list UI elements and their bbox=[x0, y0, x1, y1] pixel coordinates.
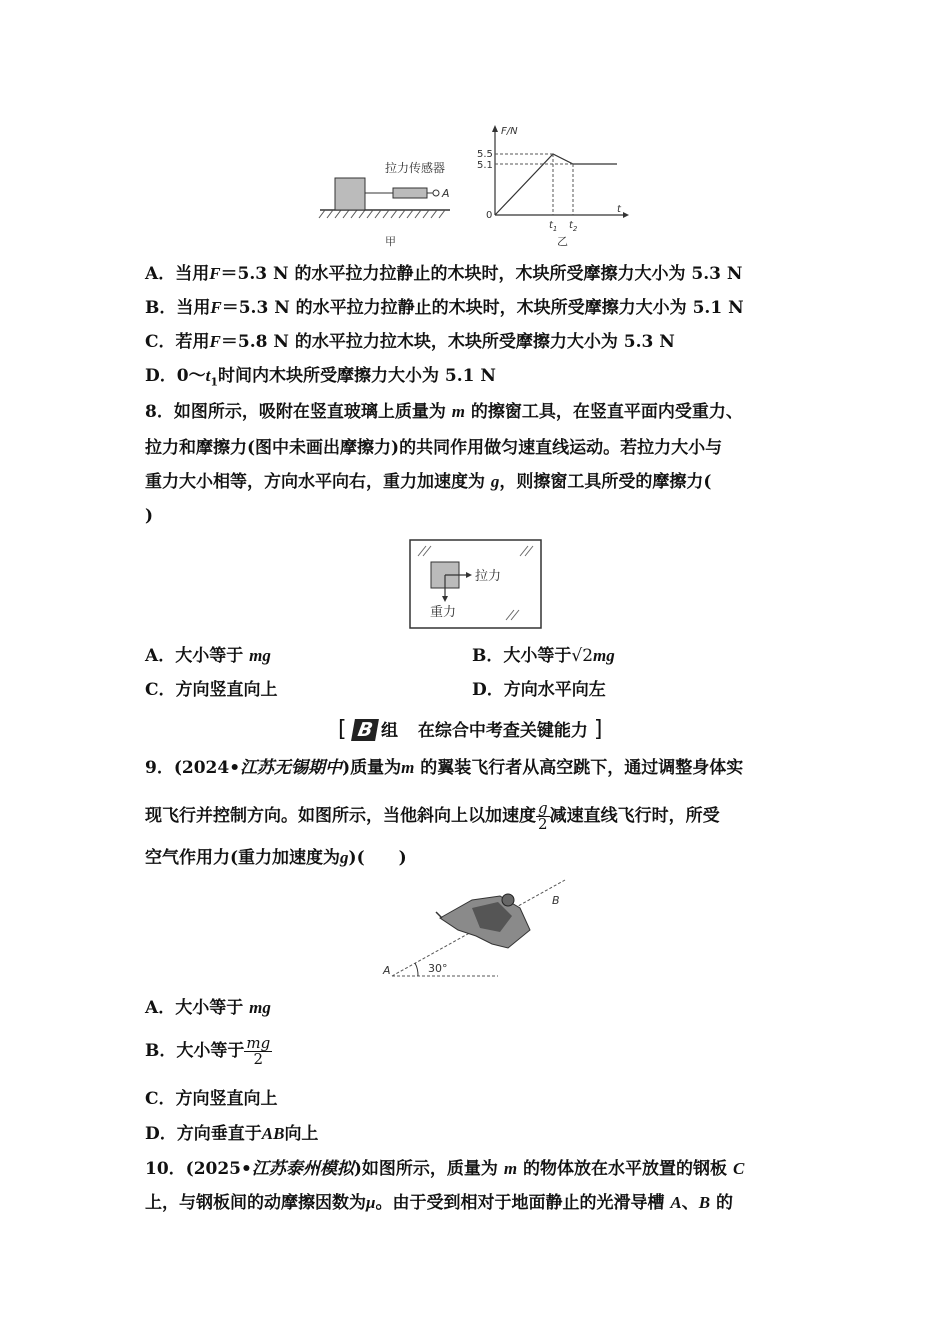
q7-option-d: D．$0\sim t_1$时间内木块所受摩擦力大小为 5.1 N bbox=[145, 366, 496, 389]
svg-text:B: B bbox=[552, 894, 560, 907]
q8-stem-line1: 8．如图所示，吸附在竖直玻璃上质量为 m 的擦窗工具，在竖直平面内受重力、 bbox=[145, 402, 743, 422]
figure-q9 bbox=[380, 878, 580, 984]
svg-text:5.1: 5.1 bbox=[477, 160, 493, 171]
q7-option-c: C．若用F＝5.8 N 的水平拉力拉木块，木块所受摩擦力大小为 5.3 N bbox=[145, 332, 675, 352]
q9-option-a: A．大小等于 mg bbox=[145, 998, 271, 1018]
q9-option-c: C．方向竖直向上 bbox=[145, 1089, 278, 1109]
force-sensor bbox=[393, 188, 427, 198]
svg-text:t2: $t_2$ bbox=[569, 220, 578, 233]
svg-text:t1: $t_1$ bbox=[549, 220, 558, 233]
figure-yi bbox=[477, 125, 629, 248]
svg-text:0: 0 bbox=[486, 210, 493, 221]
svg-text:t: t bbox=[617, 204, 621, 215]
q8-option-b: B．大小等于√2mg bbox=[472, 646, 615, 666]
section-b-header: [ B 组 在综合中考查关键能力 ] bbox=[338, 717, 603, 742]
figure-q7 bbox=[315, 120, 645, 250]
pull-label: 拉力 bbox=[475, 569, 502, 584]
wingsuit-flyer bbox=[436, 894, 530, 948]
fraction-mg-over-2: $\frac{mg}{2}$ bbox=[246, 1034, 271, 1068]
svg-text:F/N: F/N bbox=[501, 126, 518, 137]
q9-stem-line2: 现飞行并控制方向。如图所示，当他斜向上以加速度 $\frac{g}{2}$ 减速直线飞行时，所受 bbox=[145, 799, 720, 833]
section-b-badge: B bbox=[351, 719, 379, 741]
caption-jia: 甲 bbox=[385, 235, 396, 248]
q8-stem-line3: 重力大小相等，方向水平向右，重力加速度为 g，则擦窗工具所受的摩擦力( bbox=[145, 472, 712, 492]
q8-stem-line4: ) bbox=[145, 506, 154, 526]
svg-text:5.5: 5.5 bbox=[477, 149, 493, 160]
q9-stem-line1: 9．(2024•江苏无锡期中)质量为m 的翼装飞行者从高空跳下，通过调整身体实 bbox=[145, 758, 744, 778]
svg-text:A: A bbox=[383, 964, 391, 977]
q10-stem-line2: 上，与钢板间的动摩擦因数为μ。由于受到相对于地面静止的光滑导槽 A、B 的 bbox=[145, 1193, 733, 1213]
sensor-label: 拉力传感器 bbox=[385, 161, 446, 175]
q8-option-c: C．方向竖直向上 bbox=[145, 680, 278, 700]
q7-option-a: A．当用F＝5.3 N 的水平拉力拉静止的木块时，木块所受摩擦力大小为 5.3 N bbox=[145, 264, 743, 284]
q8-stem-line2: 拉力和摩擦力(图中未画出摩擦力)的共同作用做匀速直线运动。若拉力大小与 bbox=[145, 438, 723, 458]
svg-text:A: A bbox=[442, 187, 450, 200]
q8-option-d: D．方向水平向左 bbox=[472, 680, 606, 700]
q7-option-b: B．当用F＝5.3 N 的水平拉力拉静止的木块时，木块所受摩擦力大小为 5.1 N bbox=[145, 298, 744, 318]
figure-jia bbox=[319, 160, 450, 248]
q9-option-b: B．大小等于 $\frac{mg}{2}$ bbox=[145, 1034, 271, 1068]
q9-stem-line3: 空气作用力(重力加速度为g)( ) bbox=[145, 848, 407, 868]
gravity-label: 重力 bbox=[430, 605, 457, 620]
fraction-g-over-2: $\frac{g}{2}$ bbox=[538, 799, 548, 833]
force-curve bbox=[495, 154, 617, 215]
figure-q8 bbox=[408, 538, 544, 632]
wood-block bbox=[335, 178, 365, 210]
q9-option-d: D．方向垂直于AB向上 bbox=[145, 1124, 319, 1144]
q8-option-a: A．大小等于 mg bbox=[145, 646, 271, 666]
svg-text:30°: 30° bbox=[428, 962, 448, 975]
q10-stem-line1: 10．(2025•江苏泰州模拟)如图所示，质量为 m 的物体放在水平放置的钢板 C bbox=[145, 1159, 745, 1179]
caption-yi: 乙 bbox=[557, 235, 568, 248]
